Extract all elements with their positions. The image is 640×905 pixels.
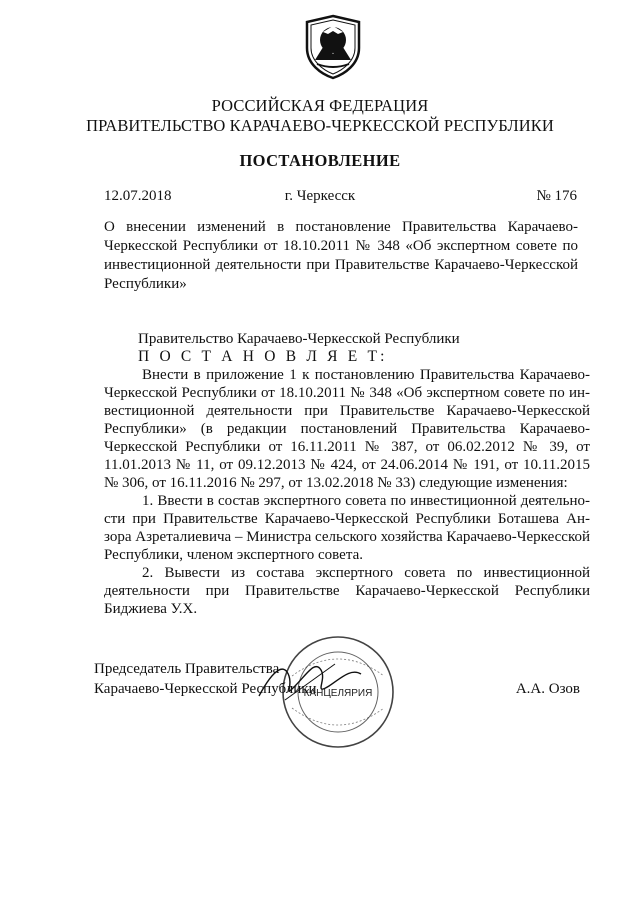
document-body xyxy=(104,330,590,618)
document-number: № 176 xyxy=(536,188,577,204)
document-type-title: ПОСТАНОВЛЕНИЕ xyxy=(239,151,401,170)
paragraph-main: Внести в приложение 1 к постановлению Правительства Карачаево-Черкесской Республики от 18.10.2011 № 348 «Об экспертном совете по инвестиционной деятельности при Правительстве Карачаево-Черкесской Республики» (в редакции постановлений Правительства Карачаево-Черкесской Республики от 16.11.2011 № 387, от 06.02.2012 № 39, от 11.01.2013 № 11, от 09.12.2013 № 424, от 24.06.2014 № 191, от 10.11.2015 № 306, от 16.11.2016 № 297, от 13.02.2018 № 33) следующие изменения: xyxy=(104,367,590,491)
header-country: РОССИЙСКАЯ ФЕДЕРАЦИЯ xyxy=(211,96,429,115)
document-city: г. Черкесск xyxy=(284,188,356,204)
stamp-text: КАНЦЕЛЯРИЯ xyxy=(303,688,373,699)
ordains-line: П О С Т А Н О В Л Я Е Т: xyxy=(138,348,388,365)
signatory-name: А.А. Озов xyxy=(515,681,580,697)
signature-position-line1: Председатель Правительства xyxy=(94,661,280,677)
paragraph-item-1: 1. Ввести в состав экспертного совета по инвестиционной деятельности при Правительстве Карачаево-Черкесской Республики Боташева Анзора Азреталиевича – Министра сельского хозяйства Карачаево-Черкесской Республики, членом экспертного совета. xyxy=(104,493,590,563)
document-subject: О внесении изменений в постановление Правительства Карачаево-Черкесской Республики от 18.10.2011 № 348 «Об экспертном совете по инвестиционной деятельности при Правительстве Карачаево-Черкесской Республики» xyxy=(104,219,578,292)
document-date: 12.07.2018 xyxy=(104,188,172,204)
coat-of-arms-emblem xyxy=(303,14,363,80)
paragraph-item-2: 2. Вывести из состава экспертного совета по инвестиционной деятельности при Правительстве Карачаево-Черкесской Республики Биджиева У.Х. xyxy=(104,565,590,617)
header-government: ПРАВИТЕЛЬСТВО КАРАЧАЕВО-ЧЕРКЕССКОЙ РЕСПУБЛИКИ xyxy=(86,116,554,135)
signature-position-line2: Карачаево-Черкесской Республики xyxy=(94,681,317,697)
government-line: Правительство Карачаево-Черкесской Республики xyxy=(138,331,460,347)
signature-position xyxy=(94,659,317,699)
